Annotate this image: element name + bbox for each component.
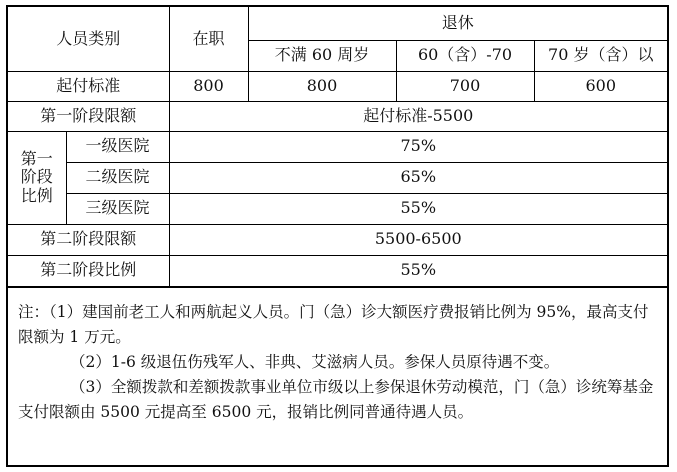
- row-label-start-standard: 起付标准: [8, 71, 169, 101]
- hospital-level-1-ratio: 75%: [169, 131, 667, 162]
- row-label-stage2-limit: 第二阶段限额: [8, 224, 169, 255]
- note-3: （3）全额拨款和差额拨款事业单位市级以上参保退休劳动模范，门（急）诊统筹基金支付限额由 5500 元提高至 6500 元，报销比例同普通待遇人员。: [18, 377, 654, 421]
- notes-section: [8, 287, 667, 425]
- stage1-limit-value: 起付标准-5500: [169, 101, 667, 131]
- header-retired: 退休: [248, 7, 667, 40]
- header-retired-under60: 不满 60 周岁: [248, 40, 396, 71]
- hospital-level-2-label: 二级医院: [66, 162, 169, 193]
- stage1-ratio-label-line2: 阶段: [20, 167, 53, 187]
- hospital-level-1-label: 一级医院: [66, 131, 169, 162]
- note-1: 注：（1）建国前老工人和两航起义人员。门（急）诊大额医疗费报销比例为 95%，最高支付限额为 1 万元。: [18, 302, 649, 346]
- header-retired-70plus: 70 岁（含）以: [534, 40, 667, 71]
- stage1-ratio-label-line1: 第一: [20, 148, 53, 168]
- start-standard-under60: 800: [248, 71, 396, 101]
- header-retired-60-70: 60（含）-70: [396, 40, 534, 71]
- reimbursement-table: [8, 7, 667, 287]
- note-2: （2）1-6 级退伍伤残军人、非典、艾滋病人员。参保人员原待遇不变。: [70, 352, 560, 371]
- start-standard-60-70: 700: [396, 71, 534, 101]
- stage1-ratio-group-label: [8, 131, 66, 224]
- hospital-level-2-ratio: 65%: [169, 162, 667, 193]
- header-active: 在职: [169, 7, 248, 71]
- start-standard-active: 800: [169, 71, 248, 101]
- stage1-ratio-label-line3: 比例: [20, 185, 53, 205]
- header-category: 人员类别: [8, 7, 169, 71]
- start-standard-70plus: 600: [534, 71, 667, 101]
- stage2-limit-value: 5500-6500: [169, 224, 667, 255]
- document-page: [6, 5, 669, 467]
- stage2-ratio-value: 55%: [169, 255, 667, 286]
- row-label-stage2-ratio: 第二阶段比例: [8, 255, 169, 286]
- hospital-level-3-ratio: 55%: [169, 193, 667, 224]
- hospital-level-3-label: 三级医院: [66, 193, 169, 224]
- row-label-stage1-limit: 第一阶段限额: [8, 101, 169, 131]
